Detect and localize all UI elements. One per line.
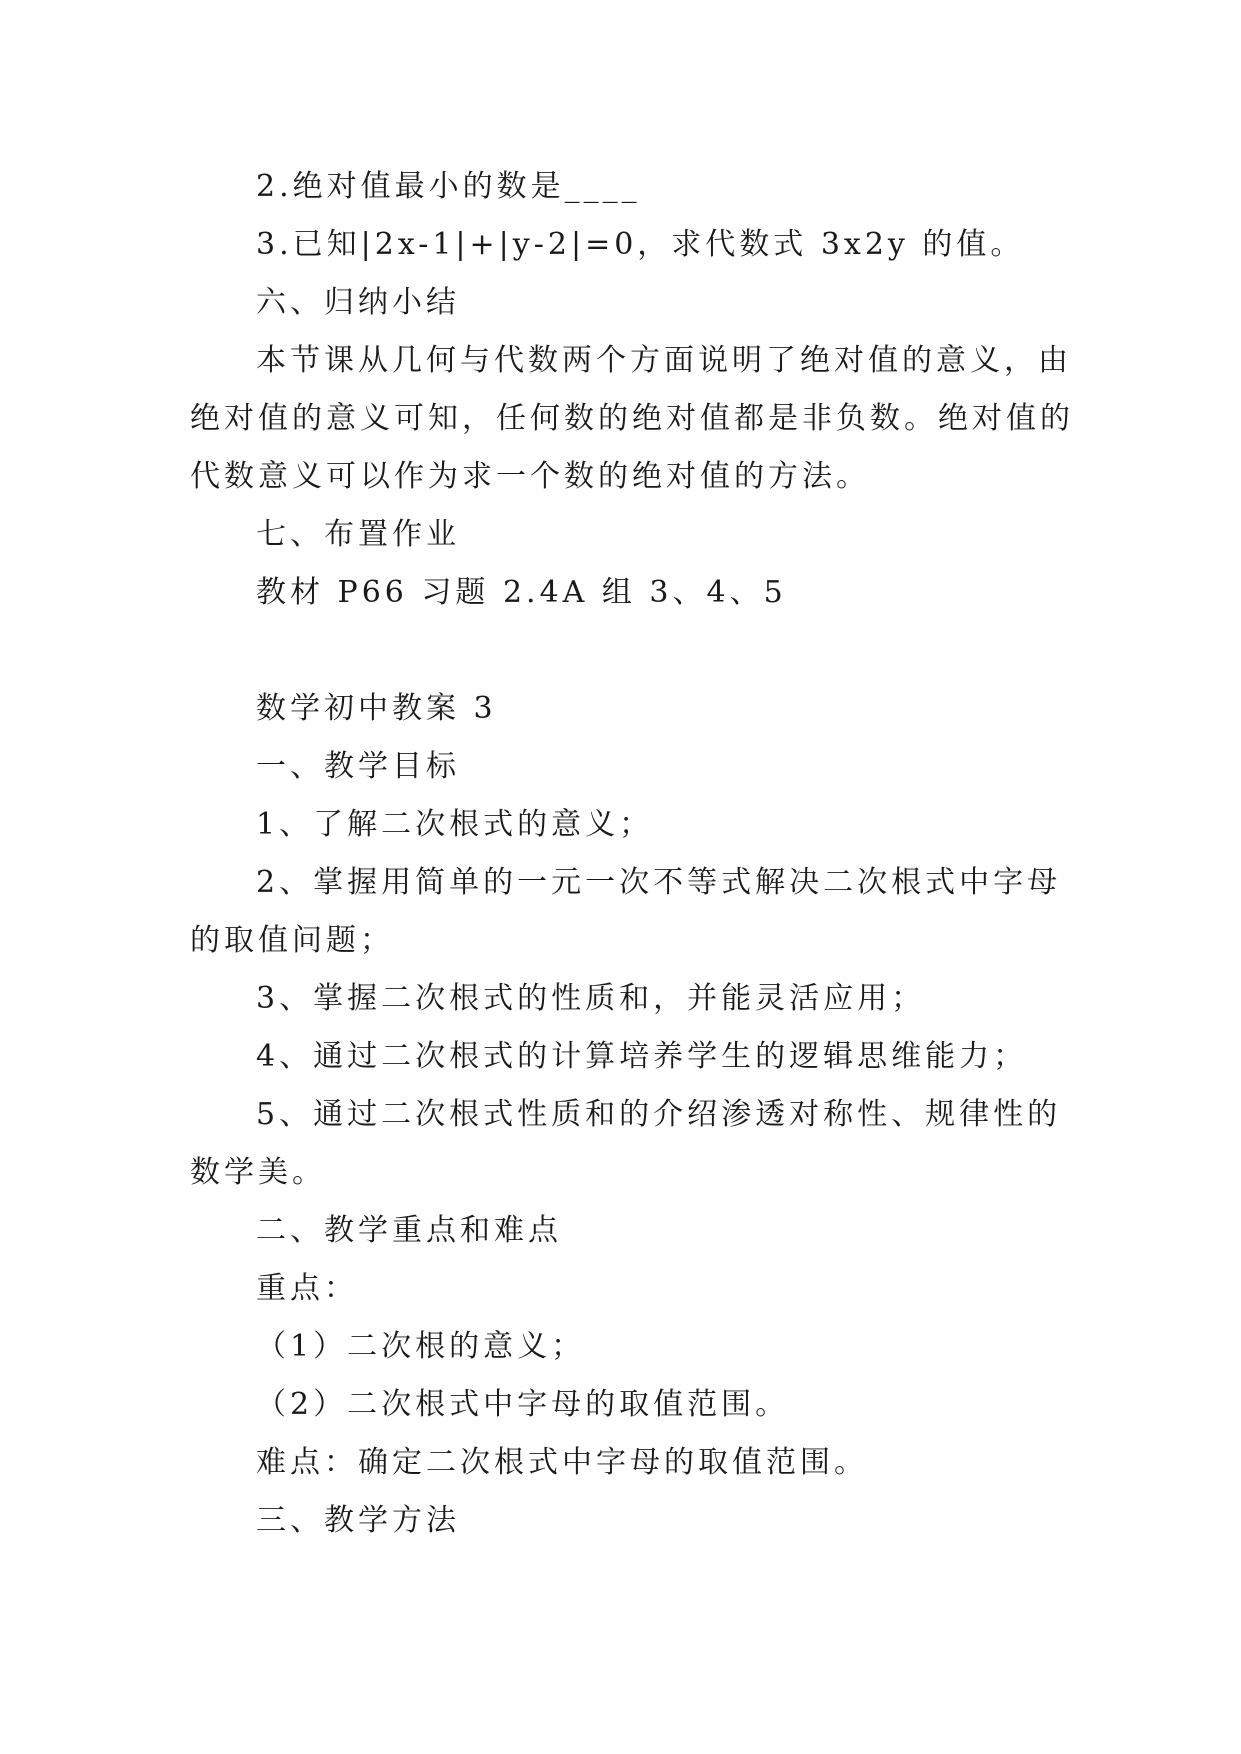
key-point-1: （1）二次根的意义； [256,1329,586,1364]
objective-3: 3、掌握二次根式的性质和，并能灵活应用； [256,981,926,1016]
key-points-label: 重点： [256,1271,358,1306]
question-2: 2.绝对值最小的数是____ [256,169,641,204]
section-heading-objectives: 一、教学目标 [256,749,460,784]
objective-4: 4、通过二次根式的计算培养学生的逻辑思维能力； [256,1039,1028,1074]
lesson-plan-title: 数学初中教案 3 [256,691,497,726]
section-heading-methods: 三、教学方法 [256,1503,460,1538]
summary-paragraph-line-3: 代数意义可以作为求一个数的绝对值的方法。 [190,459,870,494]
section-heading-key-points: 二、教学重点和难点 [256,1213,562,1248]
summary-paragraph-line-1: 本节课从几何与代数两个方面说明了绝对值的意义，由 [256,343,1072,378]
objective-2-line-1: 2、掌握用简单的一元一次不等式解决二次根式中字母 [256,865,1062,900]
question-3: 3.已知|2x-1|+|y-2|=0，求代数式 3x2y 的值。 [256,227,1025,262]
difficulty-text: 难点：确定二次根式中字母的取值范围。 [256,1445,868,1480]
homework-text: 教材 P66 习题 2.4A 组 3、4、5 [256,575,787,610]
summary-paragraph-line-2: 绝对值的意义可知，任何数的绝对值都是非负数。绝对值的 [190,401,1074,436]
objective-1: 1、了解二次根式的意义； [256,807,654,842]
key-point-2: （2）二次根式中字母的取值范围。 [256,1387,790,1422]
section-heading-homework: 七、布置作业 [256,517,460,552]
objective-2-line-2: 的取值问题； [190,923,394,958]
objective-5-line-2: 数学美。 [190,1155,326,1190]
objective-5-line-1: 5、通过二次根式性质和的介绍渗透对称性、规律性的 [256,1097,1062,1132]
section-heading-summary: 六、归纳小结 [256,285,460,320]
